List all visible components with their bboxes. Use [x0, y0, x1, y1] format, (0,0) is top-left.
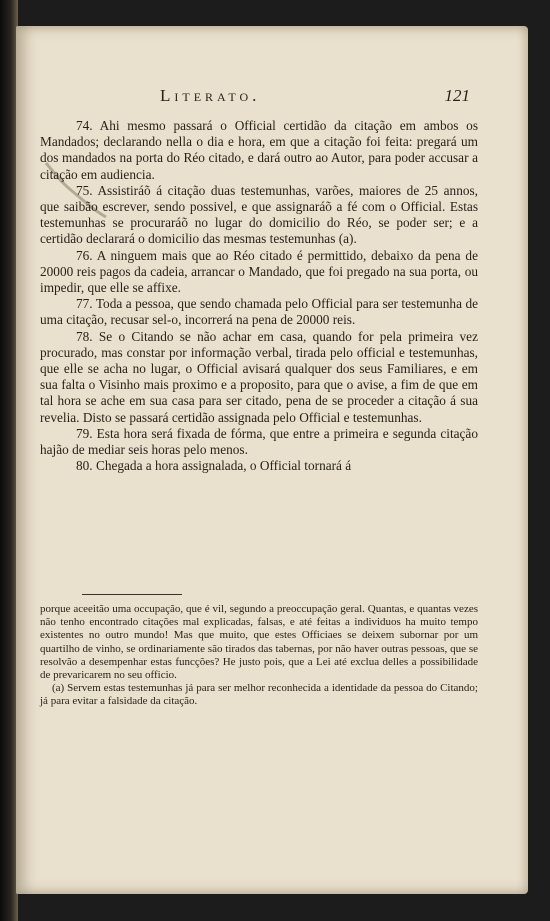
running-header	[60, 86, 500, 108]
paragraph-78: 78. Se o Citando se não achar em casa, quando for pela primeira vez procurado, mas constar por informação verbal, tirada pelo official e testemunhas, que elle se acha no lugar, o Official avisará qualquer dos seus Familiares, e em sua falta o Visinho mais proximo e a proposito, para que o avise, a fim de que em tal hora se ache em sua casa para ser citado, pena de se proceder a citação á sua revelia. Disto se passará certidão assignada pelo Official e testemunhas.	[40, 328, 478, 425]
paragraph-74: 74. Ahi mesmo passará o Official certidão da citação em ambos os Mandados; declarando nella o dia e hora, em que a citação foi feita: pregará um dos mandados na porta do Réo citado, e dará outro ao Autor, para poder accusar a citação em audiencia.	[40, 118, 478, 182]
page-title: Literato.	[160, 86, 261, 105]
footnote-continuation: porque aceeitão uma occupação, que é vil, segundo a preoccupação geral. Quantas, e quantas vezes não tenho encontrado citações mal explicadas, falsas, e até feitas a individuos ha muito tempo existentes no outro mundo! Mas que muito, que estes Officiaes se deixem subornar por um quartilho de vinho, se ordinariamente são tirados das tabernas, por não haver outras pessoas, que se resolvão a desempenhar estas funcções? He justo pois, que a Lei até exclua delles a possibilidade de prevaricarem no seu officio.	[40, 603, 478, 682]
main-text	[40, 118, 478, 474]
page-number: 121	[444, 86, 470, 105]
footnote-divider	[82, 594, 182, 595]
paragraph-79: 79. Esta hora será fixada de fórma, que entre a primeira e segunda citação hajão de mediar seis horas pelo menos.	[40, 425, 478, 458]
footnotes	[40, 603, 478, 709]
footnote-a: (a) Servem estas testemunhas já para ser melhor reconhecida a identidade da pessoa do Citando; já para evitar a falsidade da citação.	[40, 682, 478, 708]
paragraph-76: 76. A ninguem mais que ao Réo citado é permittido, debaixo da pena de 20000 reis pagos da cadeia, arrancar o Mandado, que foi pregado na sua porta, ou impedir, que elle se affixe.	[40, 247, 478, 296]
paragraph-75: 75. Assistiráõ á citação duas testemunhas, varões, maiores de 25 annos, que saibão escrever, sendo possivel, e que assignaráõ a fé com o Official. Estas testemunhas se procuraráõ no lugar do domicilio do Réo, se poder ser; e a certidão declarará o domicilio das mesmas testemunhas (a).	[40, 182, 478, 247]
paragraph-77: 77. Toda a pessoa, que sendo chamada pelo Official para ser testemunha de uma citação, recusar sel-o, incorrerá na pena de 20000 reis.	[40, 296, 478, 328]
paragraph-80: 80. Chegada a hora assignalada, o Official tornará á	[76, 458, 352, 474]
